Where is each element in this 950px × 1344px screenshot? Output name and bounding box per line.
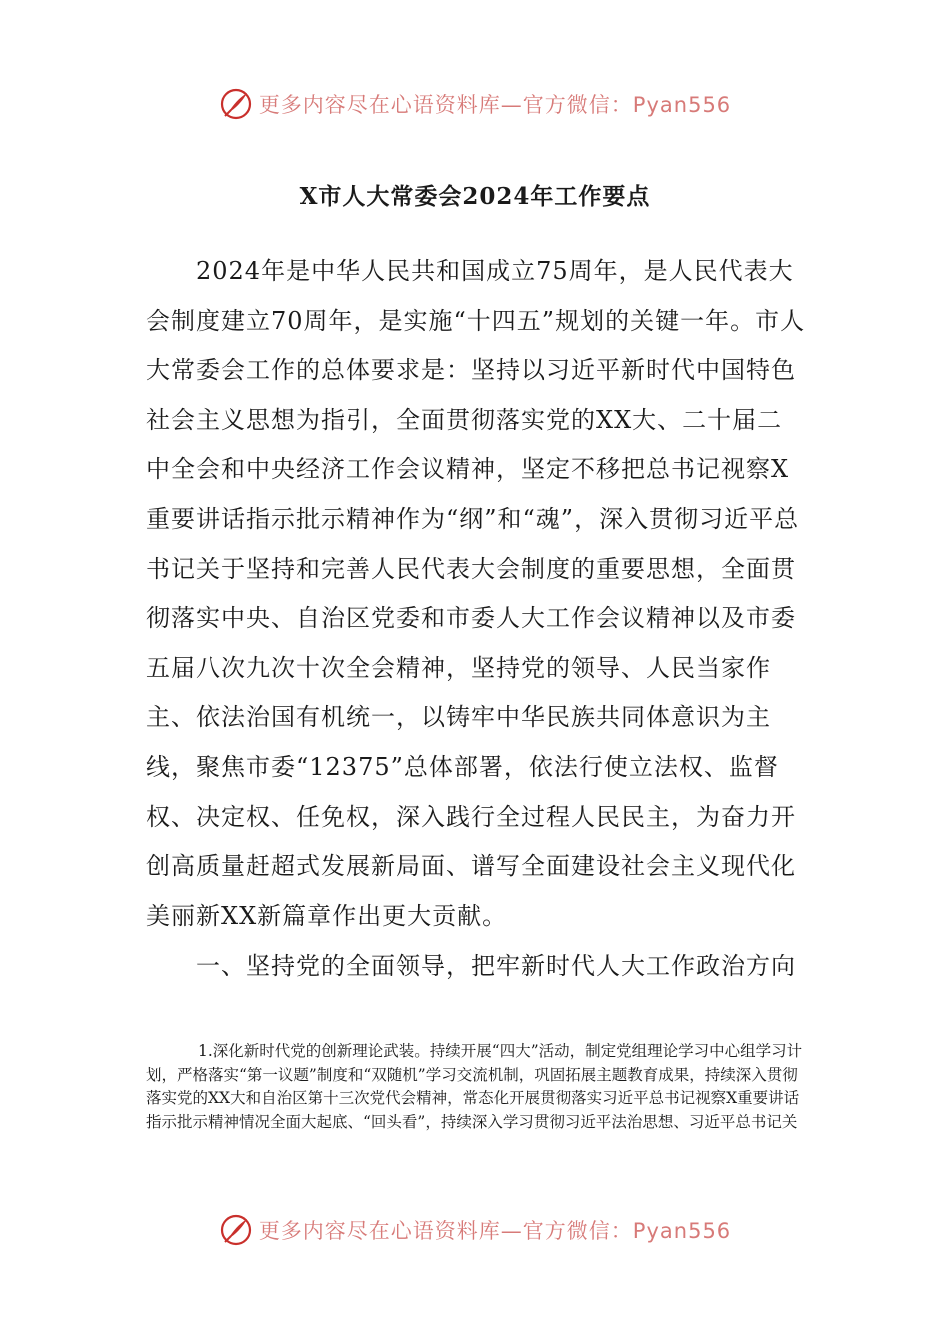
feather-pen-logo-icon [219, 1213, 253, 1247]
intro-paragraph [146, 247, 806, 941]
watermark-text: 更多内容尽在心语资料库—官方微信：Pyan556 [258, 93, 732, 117]
section1-heading: 一、坚持党的全面领导，把牢新时代人大工作政治方向 [196, 952, 796, 980]
section-heading [146, 942, 806, 992]
watermark-text: 更多内容尽在心语资料库—官方微信：Pyan556 [258, 1219, 732, 1243]
watermark-banner-top [0, 82, 950, 126]
feather-pen-logo-icon [219, 87, 253, 121]
document-title: X市人大常委会2024年工作要点 [299, 183, 651, 210]
intro-text: 2024年是中华人民共和国成立75周年，是人民代表大会制度建立70周年，是实施“十四五”规划的关键一年。市人大常委会工作的总体要求是：坚持以习近平新时代中国特色社会主义思想为指引，全面贯彻落实党的XX大、二十届二中全会和中央经济工作会议精神，坚定不移把总书记视察X重要讲话指示批示精神作为“纲”和“魂”，深入贯彻习近平总书记关于坚持和完善人民代表大会制度的重要思想，全面贯彻落实中央、自治区党委和市委人大工作会议精神以及市委五届八次九次十次全会精神，坚持党的领导、人民当家作主、依法治国有机统一，以铸牢中华民族共同体意识为主线，聚焦市委“12375”总体部署，依法行使立法权、监督权、决定权、任免权，深入践行全过程人民民主，为奋力开创高质量赶超式发展新局面、谱写全面建设社会主义现代化美丽新XX新篇章作出更大贡献。 [146, 257, 806, 930]
item-paragraph [146, 1040, 810, 1134]
item1-text: 1.深化新时代党的创新理论武装。持续开展“四大”活动，制定党组理论学习中心组学习计划，严格落实“第一议题”制度和“双随机”学习交流机制，巩固拓展主题教育成果，持续深入贯彻落实党的XX大和自治区第十三次党代会精神，常态化开展贯彻落实习近平总书记视察X重要讲话指示批示精神情况全面大起底、“回头看”，持续深入学习贯彻习近平法治思想、习近平总书记关 [146, 1042, 803, 1131]
watermark-banner-bottom [0, 1208, 950, 1252]
